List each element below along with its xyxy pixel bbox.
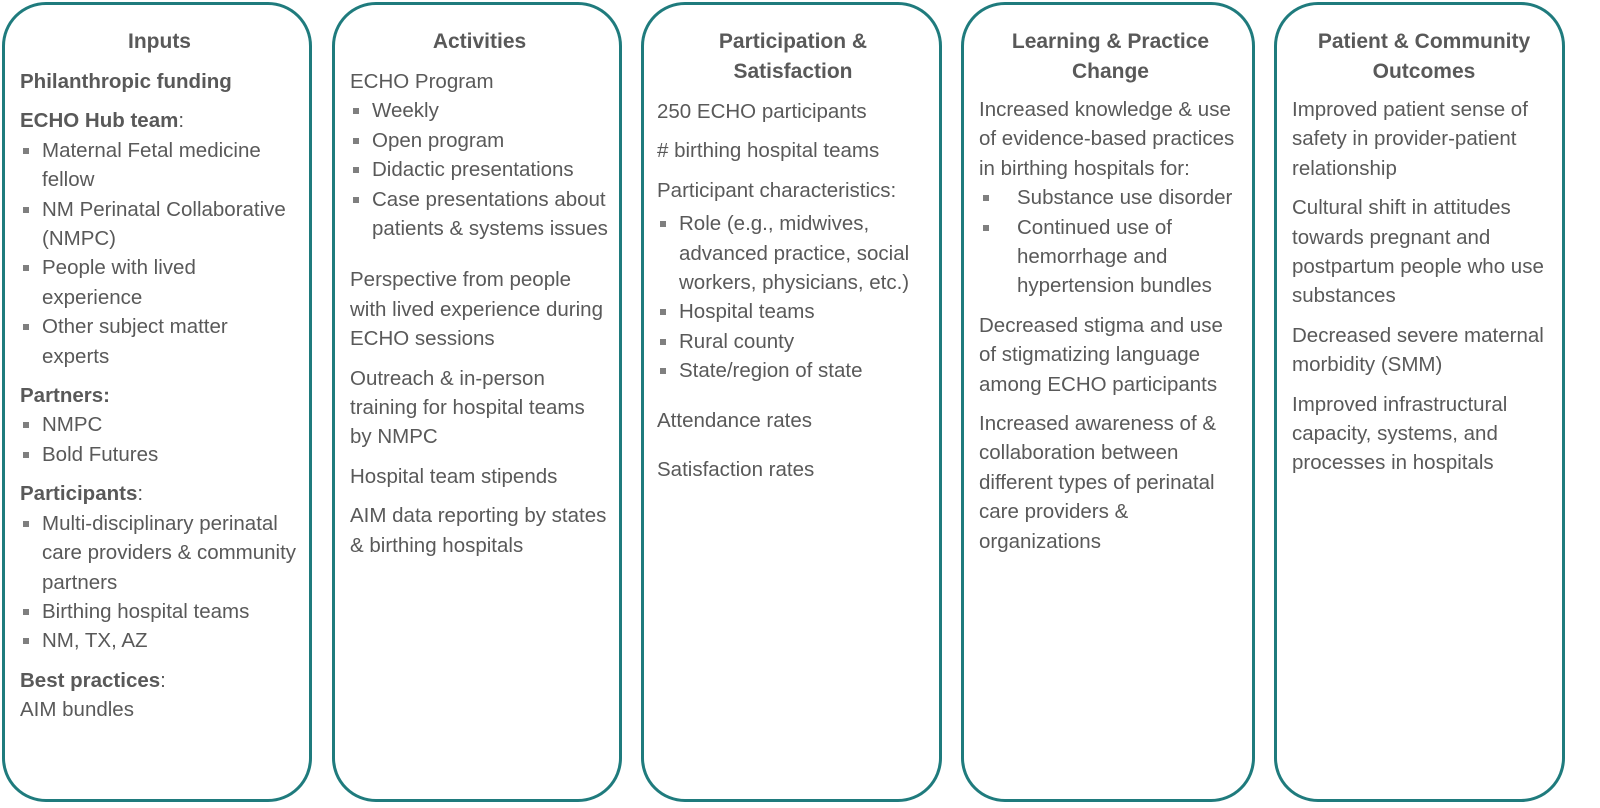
outreach-text: Outreach & in-person training for hospital teams by NMPC — [350, 366, 585, 449]
activities-column — [332, 2, 622, 802]
stipends-text: Hospital team stipends — [350, 464, 558, 488]
best-practices-heading — [20, 666, 299, 695]
participants-count-text: 250 ECHO participants — [657, 100, 867, 123]
outcomes-title: Patient & Community Outcomes — [1317, 30, 1531, 83]
funding-text: Philanthropic funding — [20, 70, 232, 93]
perspective-text: Perspective from people with lived experience during ECHO sessions — [350, 268, 603, 351]
satisfaction-text: Satisfaction rates — [657, 458, 815, 482]
list-item: NM Perinatal Collaborative (NMPC) — [20, 195, 299, 254]
hub-heading — [20, 106, 299, 135]
list-item: Maternal Fetal medicine fellow — [20, 136, 299, 195]
stigma-text: Decreased stigma and use of stigmatizing language among ECHO participants — [979, 313, 1223, 396]
participants-list — [20, 509, 299, 656]
program-heading: ECHO Program — [350, 70, 494, 93]
list-item: Didactic presentations — [350, 155, 609, 184]
list-item: Multi-disciplinary perinatal care providers & community partners — [20, 509, 299, 597]
best-practices-label: Best practices — [20, 668, 161, 692]
program-list — [350, 96, 609, 243]
inputs-title: Inputs — [128, 30, 191, 53]
list-item: Open program — [350, 126, 609, 155]
participation-title: Participation & Satisfaction — [718, 30, 868, 83]
participants-label: Participants — [20, 482, 138, 506]
list-item: Hospital teams — [657, 297, 929, 326]
characteristics-heading: Participant characteristics: — [657, 178, 897, 202]
knowledge-list — [979, 183, 1242, 301]
partners-heading: Partners: — [20, 384, 111, 408]
inputs-column — [2, 2, 312, 802]
learning-column — [961, 2, 1255, 802]
knowledge-text: Increased knowledge & use of evidence-based practices in birthing hospitals for: — [979, 98, 1235, 180]
participants-heading — [20, 479, 299, 508]
smm-text: Decreased severe maternal morbidity (SMM) — [1292, 323, 1544, 377]
list-item: Substance use disorder — [979, 183, 1242, 212]
list-item: NMPC — [20, 410, 299, 439]
list-item: Rural county — [657, 327, 929, 356]
learning-title: Learning & Practice Change — [1011, 30, 1210, 83]
partners-list — [20, 410, 299, 469]
list-item: Case presentations about patients & systems issues — [350, 185, 609, 244]
list-item: NM, TX, AZ — [20, 626, 299, 655]
activities-title: Activities — [432, 30, 527, 53]
safety-text: Improved patient sense of safety in provider-patient relationship — [1292, 98, 1528, 180]
infrastructure-text: Improved infrastructural capacity, systems, and processes in hospitals — [1292, 392, 1508, 475]
list-item: State/region of state — [657, 356, 929, 385]
list-item: Bold Futures — [20, 440, 299, 469]
outcomes-column — [1274, 2, 1565, 802]
best-practices-colon: : — [160, 668, 166, 692]
best-practices-text: AIM bundles — [20, 698, 134, 722]
attendance-text: Attendance rates — [657, 408, 812, 432]
list-item: Role (e.g., midwives, advanced practice, social workers, physicians, etc.) — [657, 209, 929, 297]
characteristics-list — [657, 209, 929, 385]
list-item: Continued use of hemorrhage and hypertension bundles — [979, 213, 1242, 301]
cultural-text: Cultural shift in attitudes towards pregnant and postpartum people who use substances — [1292, 196, 1544, 308]
teams-text: # birthing hospital teams — [657, 139, 880, 163]
list-item: People with lived experience — [20, 253, 299, 312]
list-item: Weekly — [350, 96, 609, 125]
list-item: Other subject matter experts — [20, 312, 299, 371]
list-item: Birthing hospital teams — [20, 597, 299, 626]
participants-colon: : — [137, 482, 144, 506]
hub-colon: : — [178, 109, 185, 133]
awareness-text: Increased awareness of & collaboration between different types of perinatal care providers & organizations — [979, 412, 1217, 553]
participation-column — [641, 2, 942, 802]
hub-label: ECHO Hub team — [20, 109, 179, 133]
hub-list — [20, 136, 299, 371]
aim-text: AIM data reporting by states & birthing hospitals — [350, 504, 607, 557]
